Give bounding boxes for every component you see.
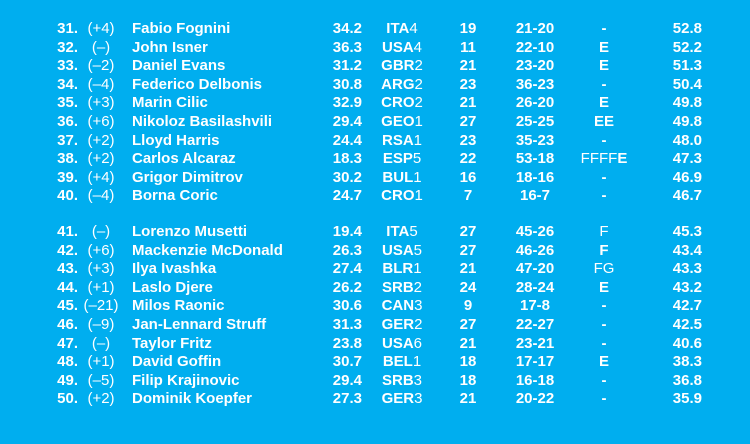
country-rank-number: 4 xyxy=(409,20,418,37)
table-row xyxy=(0,94,750,113)
slam-results-cell xyxy=(576,353,632,372)
age-cell: 31.2 xyxy=(332,57,362,75)
ranking-group-2 xyxy=(0,223,750,409)
age-cell: 26.2 xyxy=(332,278,362,296)
country-cell xyxy=(362,372,442,391)
country-code: GEO xyxy=(381,112,415,130)
country-cell xyxy=(362,150,442,169)
points-cell: 40.6 xyxy=(672,334,702,352)
age-cell: 24.7 xyxy=(332,187,362,205)
country-rank-number: 5 xyxy=(412,150,422,168)
rank-change-cell: (–21) xyxy=(83,297,119,315)
matches-cell: 21 xyxy=(459,390,477,408)
win-loss-cell: 36-23 xyxy=(515,75,555,93)
player-name-cell: Milos Raonic xyxy=(132,297,225,315)
rank-cell: 31. xyxy=(57,20,78,37)
points-cell: 52.2 xyxy=(672,38,702,56)
country-cell xyxy=(362,223,442,242)
player-name-cell: Fabio Fognini xyxy=(132,20,231,37)
rank-cell: 36. xyxy=(57,112,78,130)
win-loss-cell: 17-17 xyxy=(515,353,555,371)
age-cell: 19.4 xyxy=(332,222,362,240)
table-row xyxy=(0,279,750,298)
row-filler xyxy=(702,390,750,409)
player-name-cell: Dominik Koepfer xyxy=(132,390,253,408)
rank-cell: 43. xyxy=(57,260,78,278)
matches-cell: 16 xyxy=(459,168,477,186)
points-cell: 47.3 xyxy=(672,150,702,168)
matches-cell: 27 xyxy=(459,222,477,240)
country-cell xyxy=(362,297,442,316)
points-cell: 46.7 xyxy=(672,187,702,205)
matches-cell: 9 xyxy=(463,297,473,315)
matches-cell: 27 xyxy=(459,315,477,333)
matches-cell: 22 xyxy=(459,150,477,168)
win-loss-cell: 21-20 xyxy=(515,20,555,37)
age-cell: 30.6 xyxy=(332,297,362,315)
player-name-cell: John Isner xyxy=(132,38,208,56)
rank-cell: 33. xyxy=(57,57,78,75)
rank-change-cell: (–5) xyxy=(87,371,115,389)
matches-cell: 21 xyxy=(459,57,477,75)
slam-results-cell xyxy=(576,39,632,58)
table-row xyxy=(0,297,750,316)
win-loss-cell: 22-10 xyxy=(515,38,555,56)
win-loss-cell: 53-18 xyxy=(515,150,555,168)
rank-change-cell: (+3) xyxy=(87,94,115,112)
rank-change-cell: (–2) xyxy=(87,57,115,75)
row-filler xyxy=(702,335,750,354)
country-rank-number: 1 xyxy=(413,131,422,149)
table-row xyxy=(0,187,750,206)
country-rank-number: 2 xyxy=(414,75,423,93)
win-loss-cell: 23-20 xyxy=(515,57,555,75)
player-name-cell: Borna Coric xyxy=(132,187,218,205)
rank-cell: 40. xyxy=(57,187,78,205)
table-row xyxy=(0,57,750,76)
country-rank-number: 1 xyxy=(414,112,423,130)
country-cell xyxy=(362,132,442,151)
slam-results-bold: - xyxy=(601,334,607,352)
country-code: CAN xyxy=(381,297,415,315)
win-loss-cell: 22-27 xyxy=(515,315,555,333)
slam-results-bold: E xyxy=(598,353,609,371)
country-code: BLR xyxy=(382,260,414,278)
win-loss-cell: 46-26 xyxy=(515,241,555,259)
country-code: ITA xyxy=(386,20,410,37)
rank-cell: 41. xyxy=(57,222,78,240)
country-cell xyxy=(362,390,442,409)
matches-cell: 27 xyxy=(459,112,477,130)
player-name-cell: Jan-Lennard Struff xyxy=(132,315,267,333)
country-cell xyxy=(362,169,442,188)
country-cell xyxy=(362,279,442,298)
win-loss-cell: 28-24 xyxy=(515,278,555,296)
country-cell xyxy=(362,316,442,335)
age-cell: 36.3 xyxy=(332,38,362,56)
rank-change-cell: (+4) xyxy=(87,168,115,186)
table-row xyxy=(0,113,750,132)
table-row xyxy=(0,372,750,391)
country-cell xyxy=(362,39,442,58)
matches-cell: 19 xyxy=(459,20,477,37)
rank-cell: 45. xyxy=(57,297,78,315)
country-code: GER xyxy=(381,390,415,408)
row-filler xyxy=(702,150,750,169)
slam-results-bold: E xyxy=(598,38,609,56)
table-row xyxy=(0,169,750,188)
win-loss-cell: 18-16 xyxy=(515,168,555,186)
country-cell xyxy=(362,57,442,76)
country-cell xyxy=(362,20,442,39)
table-row xyxy=(0,76,750,95)
ranking-group-1 xyxy=(0,20,750,206)
table-row xyxy=(0,39,750,58)
rank-change-cell: (+2) xyxy=(87,390,115,408)
age-cell: 32.9 xyxy=(332,94,362,112)
table-row xyxy=(0,223,750,242)
points-cell: 46.9 xyxy=(672,168,702,186)
slam-results-bold: E xyxy=(598,278,609,296)
country-rank-number: 1 xyxy=(413,260,422,278)
slam-results-bold: - xyxy=(601,390,607,408)
age-cell: 24.4 xyxy=(332,131,362,149)
slam-results-cell xyxy=(576,297,632,316)
points-cell: 50.4 xyxy=(672,75,702,93)
slam-results-bold: E xyxy=(598,57,609,75)
country-code: CRO xyxy=(381,187,415,205)
country-cell xyxy=(362,94,442,113)
points-cell: 51.3 xyxy=(672,57,702,75)
slam-results-cell xyxy=(576,113,632,132)
player-name-cell: Carlos Alcaraz xyxy=(132,150,236,168)
player-name-cell: David Goffin xyxy=(132,353,222,371)
rank-change-cell: (+2) xyxy=(87,131,115,149)
country-cell xyxy=(362,260,442,279)
rank-cell: 32. xyxy=(57,38,78,56)
slam-results-cell xyxy=(576,20,632,39)
rank-change-cell: (–4) xyxy=(87,75,115,93)
slam-results-bold: - xyxy=(601,371,607,389)
rank-change-cell: (+3) xyxy=(87,260,115,278)
slam-results-cell xyxy=(576,132,632,151)
row-filler xyxy=(702,57,750,76)
rank-change-cell: (–9) xyxy=(87,315,115,333)
points-cell: 48.0 xyxy=(672,131,702,149)
rank-cell: 35. xyxy=(57,94,78,112)
rank-cell: 34. xyxy=(57,75,78,93)
age-cell: 29.4 xyxy=(332,112,362,130)
country-rank-number: 1 xyxy=(414,187,423,205)
slam-results-bold: - xyxy=(601,20,607,37)
slam-results-cell xyxy=(576,316,632,335)
table-row xyxy=(0,260,750,279)
player-name-cell: Federico Delbonis xyxy=(132,75,263,93)
slam-results-cell xyxy=(576,279,632,298)
row-filler xyxy=(702,279,750,298)
age-cell: 30.8 xyxy=(332,75,362,93)
table-row xyxy=(0,132,750,151)
country-code: SRB xyxy=(381,278,414,296)
slam-results-cell xyxy=(576,169,632,188)
rank-cell: 44. xyxy=(57,278,78,296)
age-cell: 30.7 xyxy=(332,353,362,371)
country-code: GER xyxy=(381,315,415,333)
row-filler xyxy=(702,260,750,279)
country-code: ESP xyxy=(382,150,413,168)
slam-results-bold: F xyxy=(599,241,609,259)
rank-cell: 49. xyxy=(57,371,78,389)
win-loss-cell: 20-22 xyxy=(515,390,555,408)
points-cell: 38.3 xyxy=(672,353,702,371)
slam-results-bold: - xyxy=(601,187,607,205)
rank-cell: 37. xyxy=(57,131,78,149)
matches-cell: 21 xyxy=(459,334,477,352)
country-rank-number: 2 xyxy=(414,94,423,112)
slam-results-cell xyxy=(576,150,632,169)
table-row xyxy=(0,353,750,372)
country-rank-number: 4 xyxy=(413,38,422,56)
country-rank-number: 1 xyxy=(413,168,422,186)
row-filler xyxy=(702,353,750,372)
rank-change-cell: (+1) xyxy=(87,353,115,371)
player-name-cell: Laslo Djere xyxy=(132,278,213,296)
rank-change-cell: (+1) xyxy=(87,278,115,296)
matches-cell: 18 xyxy=(459,353,477,371)
slam-results-bold: E xyxy=(617,150,628,168)
country-cell xyxy=(362,113,442,132)
country-rank-number: 5 xyxy=(409,222,418,240)
age-cell: 29.4 xyxy=(332,371,362,389)
win-loss-cell: 25-25 xyxy=(515,112,555,130)
win-loss-cell: 47-20 xyxy=(515,260,555,278)
country-code: USA xyxy=(381,241,414,259)
country-cell xyxy=(362,335,442,354)
table-row xyxy=(0,150,750,169)
table-row xyxy=(0,242,750,261)
player-name-cell: Mackenzie McDonald xyxy=(132,241,283,259)
rank-cell: 42. xyxy=(57,241,78,259)
rank-cell: 50. xyxy=(57,390,78,408)
matches-cell: 24 xyxy=(459,278,477,296)
player-name-cell: Nikoloz Basilashvili xyxy=(132,112,273,130)
player-name-cell: Lorenzo Musetti xyxy=(132,222,247,240)
country-cell xyxy=(362,353,442,372)
rank-change-cell: (–4) xyxy=(87,187,115,205)
table-row xyxy=(0,316,750,335)
country-rank-number: 2 xyxy=(413,278,422,296)
player-name-cell: Filip Krajinovic xyxy=(132,371,240,389)
player-name-cell: Ilya Ivashka xyxy=(132,260,217,278)
win-loss-cell: 23-21 xyxy=(515,334,555,352)
rank-change-cell: (+2) xyxy=(87,150,115,168)
rank-change-cell: (+6) xyxy=(87,112,115,130)
age-cell: 18.3 xyxy=(332,150,362,168)
win-loss-cell: 17-8 xyxy=(519,297,551,315)
player-name-cell: Taylor Fritz xyxy=(132,334,212,352)
country-code: USA xyxy=(381,334,414,352)
win-loss-cell: 35-23 xyxy=(515,131,555,149)
points-cell: 36.8 xyxy=(672,371,702,389)
points-cell: 49.8 xyxy=(672,112,702,130)
matches-cell: 21 xyxy=(459,260,477,278)
player-name-cell: Marin Cilic xyxy=(132,94,208,112)
row-filler xyxy=(702,242,750,261)
win-loss-cell: 16-18 xyxy=(515,371,555,389)
points-cell: 35.9 xyxy=(672,390,702,408)
matches-cell: 21 xyxy=(459,94,477,112)
slam-results-cell xyxy=(576,260,632,279)
table-row xyxy=(0,335,750,354)
row-filler xyxy=(702,132,750,151)
slam-results-light: FFFF xyxy=(580,150,618,168)
row-filler xyxy=(702,76,750,95)
win-loss-cell: 16-7 xyxy=(519,187,551,205)
slam-results-bold: - xyxy=(601,297,607,315)
age-cell: 30.2 xyxy=(332,168,362,186)
country-rank-number: 6 xyxy=(413,334,422,352)
country-code: USA xyxy=(381,38,414,56)
slam-results-bold: - xyxy=(601,168,607,186)
age-cell: 23.8 xyxy=(332,334,362,352)
country-code: CRO xyxy=(381,94,415,112)
country-rank-number: 3 xyxy=(414,297,423,315)
rank-change-cell: (–) xyxy=(91,38,111,56)
country-rank-number: 3 xyxy=(414,390,423,408)
age-cell: 31.3 xyxy=(332,315,362,333)
matches-cell: 18 xyxy=(459,371,477,389)
matches-cell: 7 xyxy=(463,187,473,205)
points-cell: 43.3 xyxy=(672,260,702,278)
matches-cell: 27 xyxy=(459,241,477,259)
points-cell: 42.7 xyxy=(672,297,702,315)
slam-results-cell xyxy=(576,242,632,261)
points-cell: 42.5 xyxy=(672,315,702,333)
age-cell: 34.2 xyxy=(332,20,362,37)
country-code: ARG xyxy=(381,75,415,93)
age-cell: 27.4 xyxy=(332,260,362,278)
rank-cell: 46. xyxy=(57,315,78,333)
row-filler xyxy=(702,169,750,188)
country-code: RSA xyxy=(381,131,414,149)
country-rank-number: 2 xyxy=(414,315,423,333)
country-rank-number: 5 xyxy=(413,241,422,259)
rank-cell: 39. xyxy=(57,168,78,186)
rank-cell: 38. xyxy=(57,150,78,168)
slam-results-cell xyxy=(576,76,632,95)
row-filler xyxy=(702,316,750,335)
row-filler xyxy=(702,113,750,132)
slam-results-cell xyxy=(576,390,632,409)
slam-results-light: FG xyxy=(593,260,615,278)
slam-results-cell xyxy=(576,372,632,391)
rank-change-cell: (–) xyxy=(91,334,111,352)
row-filler xyxy=(702,39,750,58)
rank-change-cell: (+4) xyxy=(87,20,115,37)
win-loss-cell: 45-26 xyxy=(515,222,555,240)
points-cell: 49.8 xyxy=(672,94,702,112)
row-filler xyxy=(702,20,750,39)
row-filler xyxy=(702,187,750,206)
slam-results-cell xyxy=(576,187,632,206)
slam-results-cell xyxy=(576,57,632,76)
player-name-cell: Daniel Evans xyxy=(132,57,226,75)
country-cell xyxy=(362,76,442,95)
age-cell: 26.3 xyxy=(332,241,362,259)
age-cell: 27.3 xyxy=(332,390,362,408)
win-loss-cell: 26-20 xyxy=(515,94,555,112)
player-name-cell: Grigor Dimitrov xyxy=(132,168,243,186)
matches-cell: 11 xyxy=(460,38,476,56)
row-filler xyxy=(702,94,750,113)
rank-cell: 48. xyxy=(57,353,78,371)
country-code: ITA xyxy=(386,222,410,240)
table-row xyxy=(0,20,750,39)
country-rank-number: 1 xyxy=(412,353,422,371)
country-cell xyxy=(362,242,442,261)
points-cell: 45.3 xyxy=(672,222,702,240)
country-code: SRB xyxy=(381,371,414,389)
rank-change-cell: (–) xyxy=(91,222,111,240)
matches-cell: 23 xyxy=(459,75,477,93)
country-rank-number: 2 xyxy=(414,57,423,75)
slam-results-bold: - xyxy=(601,315,607,333)
points-cell: 52.8 xyxy=(672,20,702,37)
country-code: BUL xyxy=(382,168,414,186)
slam-results-light: F xyxy=(599,222,609,240)
slam-results-cell xyxy=(576,335,632,354)
slam-results-cell xyxy=(576,94,632,113)
row-filler xyxy=(702,372,750,391)
player-name-cell: Lloyd Harris xyxy=(132,131,220,149)
table-row xyxy=(0,390,750,409)
rank-change-cell: (+6) xyxy=(87,241,115,259)
slam-results-cell xyxy=(576,223,632,242)
points-cell: 43.4 xyxy=(672,241,702,259)
rank-cell: 47. xyxy=(57,334,78,352)
country-cell xyxy=(362,187,442,206)
slam-results-bold: E xyxy=(598,94,609,112)
points-cell: 43.2 xyxy=(672,278,702,296)
slam-results-bold: - xyxy=(601,131,607,149)
slam-results-bold: EE xyxy=(593,112,614,130)
matches-cell: 23 xyxy=(459,131,477,149)
row-filler xyxy=(702,223,750,242)
row-filler xyxy=(702,297,750,316)
country-rank-number: 3 xyxy=(413,371,422,389)
country-code: GBR xyxy=(381,57,415,75)
country-code: BEL xyxy=(382,353,413,371)
slam-results-bold: - xyxy=(601,75,607,93)
